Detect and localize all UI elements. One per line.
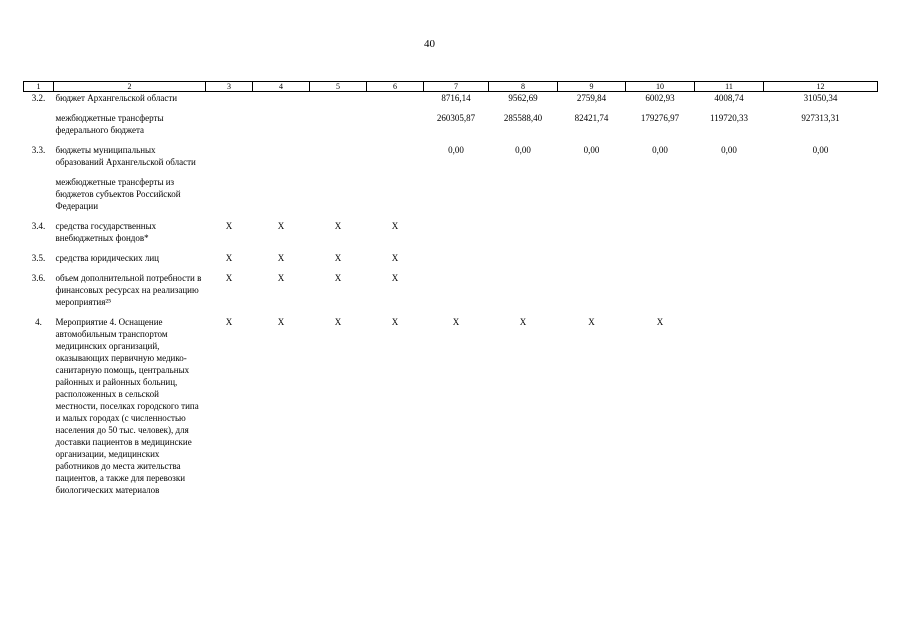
cell xyxy=(424,272,489,316)
cell xyxy=(764,176,878,220)
cell xyxy=(558,252,626,272)
cell xyxy=(310,176,367,220)
budget-table xyxy=(23,81,878,496)
cell: X xyxy=(225,253,233,263)
cell: X xyxy=(277,273,285,283)
cell xyxy=(558,176,626,220)
cell xyxy=(310,112,367,144)
cell xyxy=(626,220,695,252)
cell xyxy=(695,272,764,316)
cell xyxy=(424,220,489,252)
row-name: Мероприятие 4. Оснащение автомобильным транспортом медицинских организаций, оказывающих первичную медико-санитарную помощь, центральных районных и районных больниц, расположенных в сельской местности, поселках городского типа и малых городах (с численностью населения до 50 тыс. человек), для доставки пациентов в медицинские организации, медицинских работников до места жительства пациентов, а также для перевозки биологических материалов xyxy=(55,317,199,495)
column-header: 12 xyxy=(764,82,878,92)
cell: 8716,14 xyxy=(441,93,471,103)
cell: X xyxy=(334,317,342,327)
cell xyxy=(558,272,626,316)
column-header: 4 xyxy=(253,82,310,92)
cell xyxy=(253,92,310,113)
column-header: 8 xyxy=(489,82,558,92)
row-number: 3.2. xyxy=(31,93,46,103)
cell: X xyxy=(588,317,595,327)
cell: 285588,40 xyxy=(503,113,543,123)
row-number: 4. xyxy=(35,317,42,327)
cell xyxy=(764,316,878,496)
cell: X xyxy=(391,317,399,327)
row-name: бюджет Архангельской области xyxy=(55,93,178,103)
cell xyxy=(253,176,310,220)
cell: 0,00 xyxy=(448,145,464,155)
table-row xyxy=(24,176,878,220)
row-number xyxy=(24,176,54,220)
cell xyxy=(626,176,695,220)
cell xyxy=(253,144,310,176)
cell xyxy=(626,252,695,272)
row-name: средства государственных внебюджетных фондов* xyxy=(55,221,157,243)
cell: 0,00 xyxy=(515,145,531,155)
cell xyxy=(310,92,367,113)
row-number xyxy=(24,112,54,144)
cell: X xyxy=(277,317,285,327)
cell: 31050,34 xyxy=(803,93,838,103)
cell xyxy=(558,220,626,252)
table-row xyxy=(24,112,878,144)
cell: X xyxy=(225,317,233,327)
cell: 927313,31 xyxy=(801,113,840,123)
cell: 4008,74 xyxy=(714,93,744,103)
cell xyxy=(367,144,424,176)
cell: 0,00 xyxy=(652,145,668,155)
row-name: межбюджетные трансферты федерального бюджета xyxy=(55,113,164,135)
cell: X xyxy=(334,253,342,263)
table-row xyxy=(24,144,878,176)
row-number: 3.5. xyxy=(31,253,46,263)
cell xyxy=(764,272,878,316)
row-number: 3.6. xyxy=(31,273,46,283)
cell xyxy=(253,112,310,144)
cell xyxy=(424,252,489,272)
cell: 179276,97 xyxy=(640,113,680,123)
row-name: межбюджетные трансферты из бюджетов субъектов Российской Федерации xyxy=(55,177,181,211)
cell xyxy=(489,220,558,252)
cell: 2759,84 xyxy=(576,93,607,103)
column-header: 3 xyxy=(206,82,253,92)
cell xyxy=(206,176,253,220)
row-name: бюджеты муниципальных образований Архангельской области xyxy=(55,145,196,167)
cell xyxy=(695,220,764,252)
cell xyxy=(489,272,558,316)
cell: 119720,33 xyxy=(710,113,748,123)
row-number: 3.3. xyxy=(31,145,46,155)
row-name: объем дополнительной потребности в финансовых ресурсах на реализацию мероприятия²⁵ xyxy=(55,273,202,307)
cell xyxy=(424,176,489,220)
table-row xyxy=(24,316,878,496)
cell: 260305,87 xyxy=(436,113,476,123)
column-header: 6 xyxy=(367,82,424,92)
cell xyxy=(695,316,764,496)
cell: X xyxy=(225,221,233,231)
cell: X xyxy=(391,273,399,283)
cell xyxy=(489,252,558,272)
cell xyxy=(367,92,424,113)
cell: 82421,74 xyxy=(574,113,609,123)
row-number: 3.4. xyxy=(31,221,46,231)
cell xyxy=(489,176,558,220)
column-header: 5 xyxy=(310,82,367,92)
table-header-row xyxy=(24,82,878,92)
table-row xyxy=(24,92,878,113)
cell xyxy=(695,252,764,272)
cell: X xyxy=(334,273,342,283)
table-row xyxy=(24,272,878,316)
column-header: 2 xyxy=(54,82,206,92)
page-number: 40 xyxy=(424,38,435,50)
cell: X xyxy=(519,317,527,327)
cell xyxy=(206,112,253,144)
cell: 0,00 xyxy=(721,145,737,155)
table-row xyxy=(24,220,878,252)
table-row xyxy=(24,252,878,272)
cell xyxy=(367,112,424,144)
cell xyxy=(764,252,878,272)
cell: X xyxy=(656,317,664,327)
cell: X xyxy=(452,317,460,327)
cell xyxy=(206,92,253,113)
cell: X xyxy=(334,221,342,231)
cell: 6002,93 xyxy=(645,93,675,103)
cell: X xyxy=(225,273,233,283)
cell: X xyxy=(277,253,285,263)
cell: 0,00 xyxy=(812,145,829,155)
cell: X xyxy=(391,221,399,231)
cell xyxy=(310,144,367,176)
cell: X xyxy=(277,221,285,231)
column-header: 9 xyxy=(558,82,626,92)
cell: X xyxy=(391,253,399,263)
column-header: 7 xyxy=(424,82,489,92)
cell xyxy=(367,176,424,220)
cell xyxy=(626,272,695,316)
cell: 0,00 xyxy=(583,145,600,155)
row-name: средства юридических лиц xyxy=(55,253,159,263)
column-header: 10 xyxy=(626,82,695,92)
column-header: 1 xyxy=(24,82,54,92)
cell xyxy=(764,220,878,252)
cell xyxy=(206,144,253,176)
cell: 9562,69 xyxy=(508,93,538,103)
column-header: 11 xyxy=(695,82,764,92)
cell xyxy=(695,176,764,220)
